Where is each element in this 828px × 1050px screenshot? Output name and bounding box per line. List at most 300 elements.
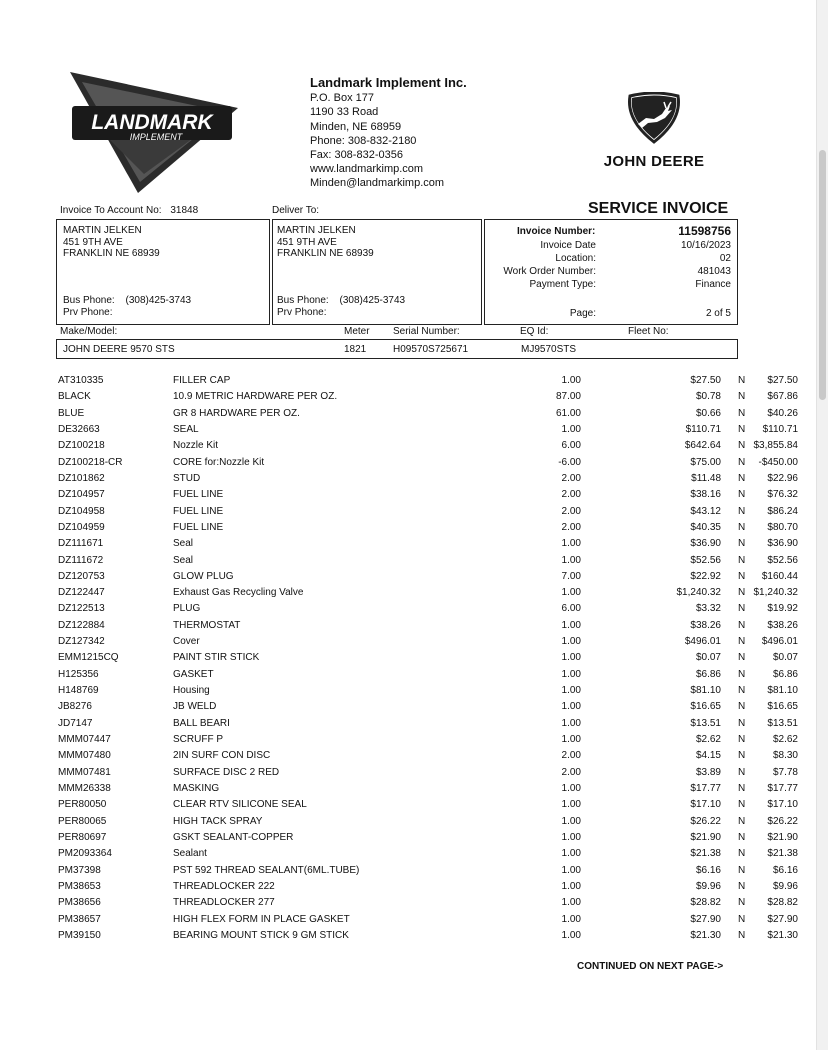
description: GLOW PLUG [173, 570, 234, 582]
table-row [58, 636, 798, 652]
unit-price: $21.30 [690, 929, 721, 941]
extended-price: $8.30 [772, 750, 798, 762]
quantity: 2.00 [561, 766, 581, 778]
work-order-value: 481043 [697, 266, 731, 277]
unit-price: $496.01 [684, 636, 721, 648]
part-number: PM39150 [58, 929, 101, 941]
description: MASKING [173, 783, 220, 794]
description: CLEAR RTV SILICONE SEAL [173, 799, 307, 811]
table-row [58, 423, 798, 440]
tax-flag: N [738, 440, 746, 452]
invoice-number-label: Invoice Number: [517, 226, 596, 237]
quantity: 2.00 [561, 505, 581, 517]
quantity: 1.00 [561, 831, 581, 843]
invoice-to-city: FRANKLIN NE 68939 [63, 248, 160, 259]
unit-price: $110.71 [685, 423, 721, 435]
fleet-no-label: Fleet No: [628, 326, 669, 337]
tax-flag: N [738, 619, 746, 631]
invoice-date-label: Invoice Date [540, 240, 596, 251]
tax-flag: N [738, 423, 746, 435]
tax-flag: N [738, 848, 746, 860]
part-number: DZ122884 [58, 619, 105, 631]
table-row [58, 766, 798, 783]
description: 2IN SURF CON DISC [173, 750, 271, 762]
table-row [58, 913, 798, 930]
quantity: 6.00 [561, 603, 581, 615]
equipment-box [56, 339, 738, 359]
quantity: 7.00 [561, 570, 581, 582]
extended-price: $21.38 [767, 848, 798, 860]
quantity: 1.00 [561, 538, 581, 550]
part-number: MMM07481 [58, 766, 111, 778]
description: Seal [173, 554, 194, 566]
quantity: 2.00 [561, 521, 581, 533]
deliver-to-prv-phone-label: Prv Phone: [277, 306, 327, 318]
invoice-to-label-row [60, 205, 198, 216]
part-number: BLACK [58, 391, 91, 403]
quantity: 2.00 [561, 489, 581, 501]
quantity: 1.00 [561, 913, 581, 925]
john-deere-logo [598, 92, 710, 170]
description: Exhaust Gas Recycling Valve [173, 587, 304, 599]
invoice-to-bus-phone-label: Bus Phone: [63, 295, 115, 306]
table-row [58, 505, 798, 522]
extended-price: $7.78 [772, 766, 798, 778]
part-number: MMM26338 [58, 783, 111, 794]
part-number: MMM07447 [58, 734, 111, 746]
extended-price: $22.96 [767, 472, 798, 484]
description: JB WELD [173, 701, 217, 713]
quantity: 1.00 [561, 848, 581, 860]
unit-price: $38.16 [690, 489, 721, 501]
table-row [58, 929, 798, 946]
unit-price: $0.07 [695, 652, 721, 664]
extended-price: $17.77 [767, 783, 798, 794]
description: Sealant [173, 848, 207, 860]
part-number: H125356 [58, 668, 99, 680]
table-row [58, 375, 798, 391]
unit-price: $52.56 [690, 554, 721, 566]
description: BEARING MOUNT STICK 9 GM STICK [173, 929, 349, 941]
description: THREADLOCKER 277 [173, 897, 275, 909]
table-row [58, 750, 798, 766]
eq-id-value: MJ9570STS [521, 344, 577, 355]
page-value: 2 of 5 [705, 308, 731, 319]
description: GR 8 HARDWARE PER OZ. [173, 407, 300, 419]
quantity: 1.00 [561, 799, 581, 811]
unit-price: $36.90 [690, 538, 721, 550]
part-number: DZ111672 [58, 554, 104, 566]
unit-price: $43.12 [690, 505, 721, 517]
invoice-number: 11598756 [678, 224, 731, 238]
table-row [58, 521, 798, 538]
company-po-box: P.O. Box 177 [310, 92, 375, 105]
extended-price: $21.90 [767, 831, 798, 843]
table-row [58, 880, 798, 897]
part-number: DZ100218-CR [58, 456, 123, 468]
tax-flag: N [738, 407, 746, 419]
extended-price: $21.30 [767, 929, 798, 941]
table-row [58, 685, 798, 701]
table-row [58, 489, 798, 505]
deliver-to-bus-phone-label: Bus Phone: [277, 295, 329, 306]
tax-flag: N [738, 750, 746, 762]
part-number: DZ127342 [58, 636, 105, 648]
serial-number-value: H09570S725671 [393, 344, 469, 355]
part-number: DZ100218 [58, 440, 105, 452]
tax-flag: N [738, 799, 746, 811]
description: SURFACE DISC 2 RED [173, 766, 280, 778]
extended-price: $13.51 [767, 717, 798, 729]
quantity: 1.00 [561, 815, 581, 827]
unit-price: $3.89 [695, 766, 721, 778]
part-number: DE32663 [58, 423, 100, 435]
description: PST 592 THREAD SEALANT(6ML.TUBE) [173, 864, 360, 876]
table-row [58, 783, 798, 799]
page-label: Page: [569, 308, 596, 319]
table-row [58, 668, 798, 685]
deer-icon [624, 92, 684, 144]
unit-price: $642.64 [684, 440, 721, 452]
invoice-date: 10/16/2023 [680, 240, 731, 251]
company-info [310, 76, 467, 191]
part-number: AT310335 [58, 375, 104, 386]
extended-price: $76.32 [767, 489, 798, 501]
table-row [58, 391, 798, 407]
quantity: 1.00 [561, 701, 581, 713]
quantity: 61.00 [555, 407, 581, 419]
extended-price: $52.56 [767, 554, 798, 566]
invoice-to-label: Invoice To Account No: [60, 205, 162, 216]
tax-flag: N [738, 815, 746, 827]
deliver-to-street: 451 9TH AVE [277, 236, 337, 248]
extended-price: $27.90 [767, 913, 798, 925]
tax-flag: N [738, 766, 746, 778]
extended-price: $17.10 [767, 799, 798, 811]
landmark-logo-text: LANDMARK [91, 111, 213, 134]
unit-price: $1,240.32 [676, 587, 721, 599]
table-row [58, 701, 798, 717]
part-number: DZ104957 [58, 489, 105, 501]
quantity: 1.00 [561, 587, 581, 599]
quantity: 2.00 [561, 472, 581, 484]
part-number: DZ104959 [58, 521, 105, 533]
extended-price: $0.07 [772, 652, 798, 664]
meter-value: 1821 [344, 344, 367, 355]
quantity: 2.00 [561, 750, 581, 762]
part-number: DZ122513 [58, 603, 105, 615]
company-fax: Fax: 308-832-0356 [310, 149, 403, 162]
landmark-logo-subtext: IMPLEMENT [129, 132, 183, 142]
unit-price: $0.78 [695, 391, 721, 403]
extended-price: $40.26 [767, 407, 798, 419]
extended-price: $28.82 [767, 897, 798, 909]
tax-flag: N [738, 472, 746, 484]
company-street: 1190 33 Road [310, 106, 379, 119]
table-row [58, 799, 798, 815]
quantity: 87.00 [555, 391, 581, 403]
table-row [58, 538, 798, 554]
tax-flag: N [738, 668, 746, 680]
part-number: DZ101862 [58, 472, 105, 484]
invoice-to-name: MARTIN JELKEN [63, 225, 142, 236]
continued-note: CONTINUED ON NEXT PAGE-> [577, 961, 724, 972]
quantity: 1.00 [561, 929, 581, 941]
tax-flag: N [738, 375, 746, 386]
description: FILLER CAP [173, 375, 231, 386]
description: PAINT STIR STICK [173, 652, 260, 664]
quantity: 1.00 [561, 636, 581, 648]
invoice-to-box [56, 219, 270, 325]
part-number: PER80697 [58, 831, 107, 843]
description: PLUG [173, 603, 201, 615]
part-number: PER80065 [58, 815, 107, 827]
extended-price: $1,240.32 [753, 587, 798, 599]
description: SEAL [173, 423, 199, 435]
tax-flag: N [738, 391, 746, 403]
extended-price: -$450.00 [758, 456, 798, 468]
table-row [58, 619, 798, 636]
part-number: EMM1215CQ [58, 652, 119, 664]
tax-flag: N [738, 456, 746, 468]
tax-flag: N [738, 538, 746, 550]
extended-price: $6.16 [772, 864, 798, 876]
page-title: SERVICE INVOICE [588, 200, 729, 217]
table-row [58, 472, 798, 489]
table-row [58, 587, 798, 603]
quantity: 1.00 [561, 897, 581, 909]
part-number: DZ104958 [58, 505, 105, 517]
deliver-to-label: Deliver To: [272, 205, 320, 216]
tax-flag: N [738, 880, 746, 892]
part-number: MMM07480 [58, 750, 111, 762]
tax-flag: N [738, 701, 746, 713]
part-number: DZ120753 [58, 570, 105, 582]
unit-price: $11.48 [691, 472, 721, 484]
description: THREADLOCKER 222 [173, 880, 275, 892]
unit-price: $17.77 [690, 783, 721, 794]
part-number: DZ111671 [58, 538, 104, 550]
description: GSKT SEALANT-COPPER [173, 831, 294, 843]
quantity: 1.00 [561, 717, 581, 729]
extended-price: $2.62 [772, 734, 798, 746]
table-row [58, 440, 798, 456]
quantity: 1.00 [561, 880, 581, 892]
table-row [58, 897, 798, 913]
table-row [58, 603, 798, 619]
tax-flag: N [738, 929, 746, 941]
unit-price: $13.51 [690, 717, 721, 729]
table-row [58, 831, 798, 848]
unit-price: $75.00 [690, 456, 721, 468]
description: HIGH TACK SPRAY [173, 815, 263, 827]
tax-flag: N [738, 685, 746, 697]
quantity: 1.00 [561, 864, 581, 876]
tax-flag: N [738, 554, 746, 566]
make-model-label: Make/Model: [60, 326, 118, 337]
tax-flag: N [738, 489, 746, 501]
description: FUEL LINE [173, 505, 224, 517]
landmark-logo [68, 70, 240, 195]
unit-price: $16.65 [690, 701, 721, 713]
extended-price: $38.26 [767, 619, 798, 631]
tax-flag: N [738, 897, 746, 909]
extended-price: $36.90 [767, 538, 798, 550]
unit-price: $27.90 [690, 913, 721, 925]
unit-price: $22.92 [690, 570, 721, 582]
unit-price: $21.90 [690, 831, 721, 843]
description: THERMOSTAT [173, 619, 241, 631]
company-email: Minden@landmarkimp.com [310, 177, 445, 190]
unit-price: $9.96 [695, 880, 721, 892]
extended-price: $110.71 [762, 423, 798, 435]
eq-id-label: EQ Id: [520, 326, 549, 337]
tax-flag: N [738, 521, 746, 533]
table-row [58, 407, 798, 424]
tax-flag: N [738, 913, 746, 925]
company-phone: Phone: 308-832-2180 [310, 134, 417, 147]
table-row [58, 652, 798, 668]
unit-price: $81.10 [690, 685, 721, 697]
part-number: JD7147 [58, 717, 93, 729]
unit-price: $6.16 [695, 864, 721, 876]
table-row [58, 717, 798, 734]
tax-flag: N [738, 734, 746, 746]
invoice-to-account: 31848 [170, 205, 199, 216]
tax-flag: N [738, 587, 746, 599]
extended-price: $67.86 [767, 391, 798, 403]
tax-flag: N [738, 505, 746, 517]
deliver-to-city: FRANKLIN NE 68939 [277, 248, 374, 259]
unit-price: $0.66 [695, 407, 721, 419]
description: FUEL LINE [173, 521, 224, 533]
table-row [58, 734, 798, 750]
part-number: PM38656 [58, 897, 101, 909]
description: Seal [173, 538, 194, 550]
quantity: 1.00 [561, 783, 581, 794]
description: SCRUFF P [173, 734, 223, 746]
extended-price: $80.70 [767, 521, 798, 533]
description: FUEL LINE [173, 489, 224, 501]
extended-price: $3,855.84 [753, 440, 798, 452]
payment-type-value: Finance [695, 279, 731, 290]
deliver-to-name: MARTIN JELKEN [277, 225, 356, 236]
tax-flag: N [738, 652, 746, 664]
quantity: -6.00 [558, 456, 581, 468]
extended-price: $16.65 [767, 701, 798, 713]
table-row [58, 864, 798, 881]
description: Cover [173, 636, 200, 648]
quantity: 1.00 [561, 554, 581, 566]
location-value: 02 [719, 253, 731, 264]
description: Housing [173, 685, 210, 697]
description: HIGH FLEX FORM IN PLACE GASKET [173, 913, 350, 925]
part-number: PM2093364 [58, 848, 112, 860]
part-number: H148769 [58, 685, 99, 697]
payment-type-label: Payment Type: [529, 279, 596, 290]
part-number: PM38657 [58, 913, 101, 925]
table-row [58, 554, 798, 571]
unit-price: $40.35 [690, 521, 721, 533]
company-city: Minden, NE 68959 [310, 120, 402, 133]
meter-label: Meter [344, 326, 370, 337]
extended-price: $9.96 [772, 880, 798, 892]
make-model-value: JOHN DEERE 9570 STS [63, 344, 175, 355]
deliver-to-box [272, 219, 482, 325]
part-number: BLUE [58, 407, 85, 419]
tax-flag: N [738, 570, 746, 582]
quantity: 1.00 [561, 375, 581, 386]
tax-flag: N [738, 864, 746, 876]
unit-price: $2.62 [695, 734, 721, 746]
part-number: JB8276 [58, 701, 92, 713]
john-deere-name: JOHN DEERE [603, 153, 705, 170]
quantity: 1.00 [561, 619, 581, 631]
description: 10.9 METRIC HARDWARE PER OZ. [173, 391, 338, 403]
invoice-info-box [484, 219, 738, 325]
work-order-label: Work Order Number: [503, 266, 596, 277]
location-label: Location: [555, 253, 596, 264]
part-number: PER80050 [58, 799, 107, 811]
invoice-to-prv-phone-label: Prv Phone: [63, 306, 113, 318]
extended-price: $81.10 [767, 685, 798, 697]
extended-price: $6.86 [772, 668, 798, 680]
unit-price: $17.10 [690, 799, 721, 811]
scrollbar[interactable] [816, 0, 828, 1050]
description: BALL BEARI [173, 717, 230, 729]
tax-flag: N [738, 636, 746, 648]
tax-flag: N [738, 831, 746, 843]
invoice-to-bus-phone: (308)425-3743 [125, 295, 192, 306]
quantity: 1.00 [561, 423, 581, 435]
description: CORE for:Nozzle Kit [173, 456, 265, 468]
unit-price: $38.26 [690, 619, 721, 631]
table-row [58, 815, 798, 832]
extended-price: $27.50 [767, 375, 798, 386]
unit-price: $27.50 [690, 375, 721, 386]
unit-price: $21.38 [690, 848, 721, 860]
unit-price: $6.86 [695, 668, 721, 680]
tax-flag: N [738, 717, 746, 729]
part-number: DZ122447 [58, 587, 105, 599]
tax-flag: N [738, 783, 746, 794]
invoice-to-street: 451 9TH AVE [63, 236, 123, 248]
unit-price: $28.82 [690, 897, 721, 909]
unit-price: $3.32 [695, 603, 721, 615]
quantity: 1.00 [561, 734, 581, 746]
quantity: 1.00 [561, 652, 581, 664]
company-web: www.landmarkimp.com [310, 163, 424, 176]
extended-price: $19.92 [767, 603, 798, 615]
table-row [58, 570, 798, 587]
quantity: 1.00 [561, 668, 581, 680]
quantity: 1.00 [561, 685, 581, 697]
part-number: PM37398 [58, 864, 101, 876]
description: Nozzle Kit [173, 440, 219, 452]
tax-flag: N [738, 603, 746, 615]
company-name: Landmark Implement Inc. [310, 75, 467, 90]
extended-price: $496.01 [761, 636, 798, 648]
unit-price: $26.22 [690, 815, 721, 827]
description: GASKET [173, 668, 214, 680]
table-row [58, 848, 798, 864]
quantity: 6.00 [561, 440, 581, 452]
part-number: PM38653 [58, 880, 101, 892]
deliver-to-bus-phone: (308)425-3743 [339, 295, 406, 306]
description: STUD [173, 472, 201, 484]
unit-price: $4.15 [695, 750, 721, 762]
scrollbar-thumb[interactable] [819, 150, 826, 400]
